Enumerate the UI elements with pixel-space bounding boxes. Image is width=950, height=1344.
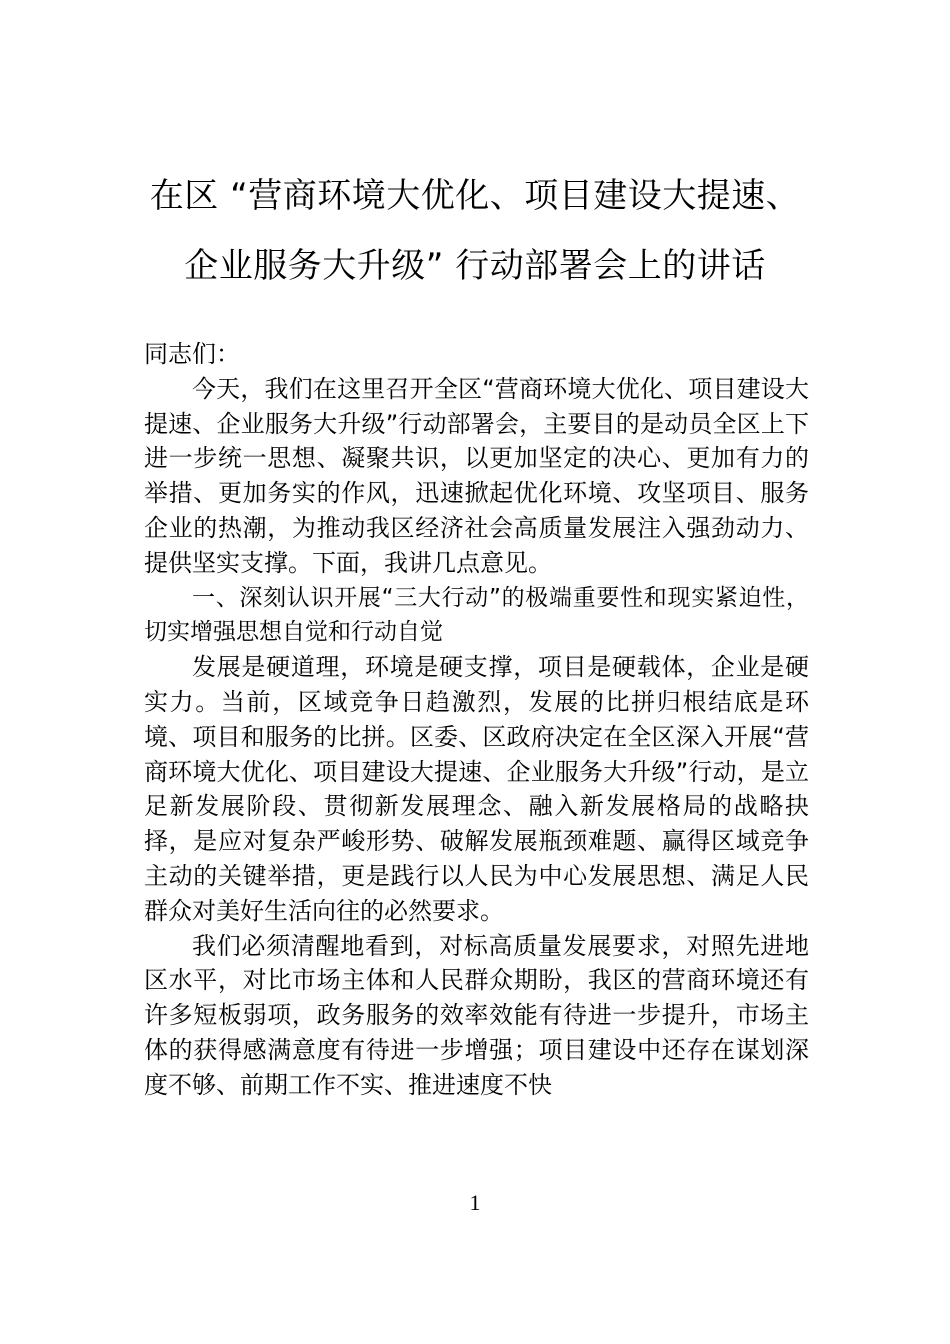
speech-body (144, 337, 809, 1103)
paragraph-shortcomings: 我们必须清醒地看到，对标高质量发展要求，对照先进地区水平，对比市场主体和人民群众期盼，我区的营商环境还有许多短板弱项，政务服务的效率效能有待进一步提升，市场主体的获得感满意度有待进一步增强；项目建设中还存在谋划深度不够、前期工作不实、推进速度不快 (144, 931, 809, 1099)
title-line-2: 企业服务大升级” 行动部署会上的讲话 (184, 246, 766, 286)
paragraph-development: 发展是硬道理，环境是硬支撑，项目是硬载体，企业是硬实力。当前，区域竞争日趋激烈，发展的比拼归根结底是环境、项目和服务的比拼。区委、区政府决定在全区深入开展“营商环境大优化、项目建设大提速、企业服务大升级”行动，是立足新发展阶段、贯彻新发展理念、融入新发展格局的战略抉择，是应对复杂严峻形势、破解发展瓶颈难题、赢得区域竞争主动的关键举措，更是践行以人民为中心发展思想、满足人民群众对美好生活向往的必然要求。 (144, 653, 809, 925)
section-heading-1: 一、深刻认识开展“三大行动”的极端重要性和现实紧迫性，切实增强思想自觉和行动自觉 (144, 584, 809, 646)
page-number: 1 (469, 1190, 481, 1215)
paragraph-intro: 今天，我们在这里召开全区“营商环境大优化、项目建设大提速、企业服务大升级”行动部署会，主要目的是动员全区上下进一步统一思想、凝聚共识，以更加坚定的决心、更加有力的举措、更加务实的作风，迅速掀起优化环境、攻坚项目、服务企业的热潮，为推动我区经济社会高质量发展注入强劲动力、提供坚实支撑。下面，我讲几点意见。 (144, 374, 809, 577)
salutation: 同志们： (144, 340, 240, 368)
title-line-1: 在区 “营商环境大优化、项目建设大提速、 (149, 176, 801, 216)
